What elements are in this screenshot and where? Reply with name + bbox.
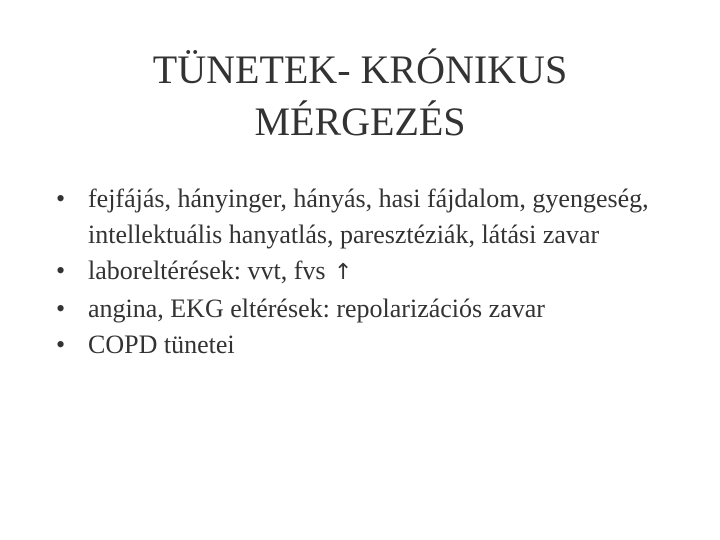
bullet-text [88,253,676,291]
bullet-item-symptoms [56,181,676,253]
bullet-dot-icon: • [56,294,66,323]
up-arrow-icon: ↑ [334,260,353,285]
slide-title-line-2: MÉRGEZÉS [254,99,466,144]
bullet-text: angina, EKG eltérések: repolarizációs zavar [88,294,545,323]
bullet-text: COPD tünetei [88,330,235,359]
bullet-text-body: laboreltérések: vvt, fvs [88,256,326,285]
bullet-dot-icon: • [56,184,66,213]
bullet-text: fejfájás, hányinger, hányás, hasi fájdalom, gyengeség, intellektuális hanyatlás, paresztéziák, látási zavar [88,184,649,249]
bullet-item-copd [56,327,676,363]
bullet-dot-icon: • [56,330,66,359]
slide-title [0,44,720,148]
slide-title-line-1: TÜNETEK- KRÓNIKUS [152,47,568,92]
bullet-item-angina [56,291,676,327]
bullet-list [56,181,676,363]
bullet-item-lab [56,253,676,291]
bullet-dot-icon: • [56,256,66,285]
